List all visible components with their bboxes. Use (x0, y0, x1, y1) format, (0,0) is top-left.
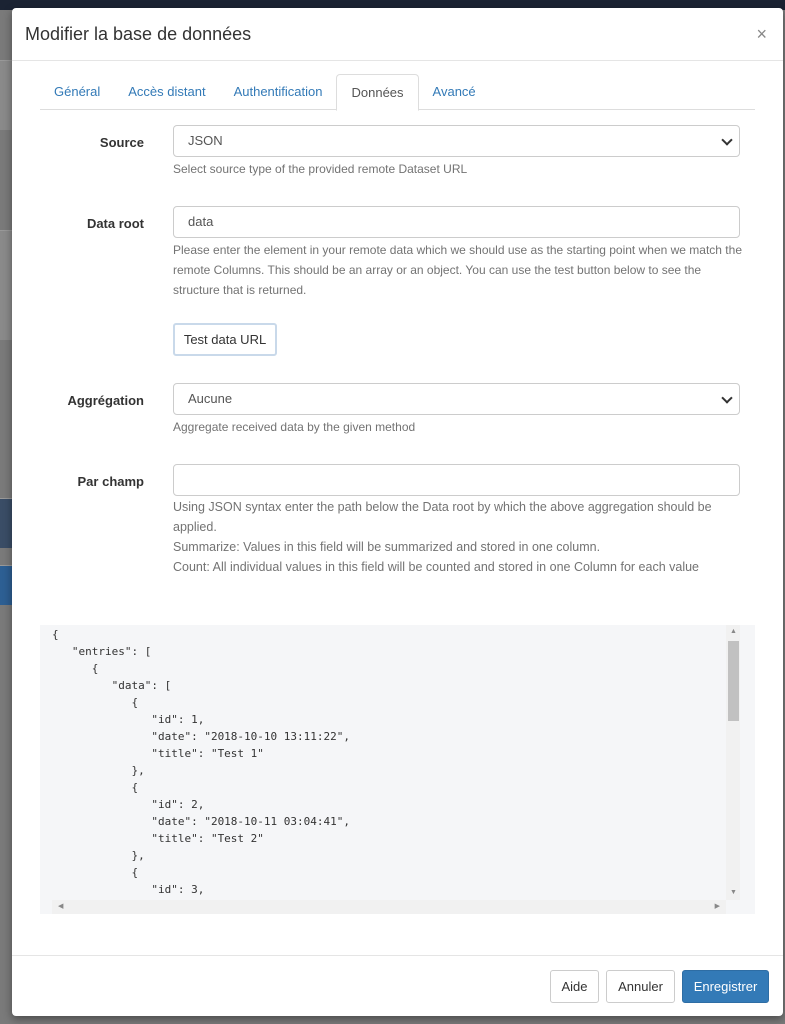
tab-remote-access[interactable]: Accès distant (128, 84, 206, 99)
tab-bar (40, 74, 755, 110)
scrollbar-thumb[interactable] (728, 641, 739, 721)
modal-title: Modifier la base de données (25, 24, 252, 44)
tab-general[interactable]: Général (54, 84, 101, 99)
aggregation-help: Aggregate received data by the given method (173, 420, 416, 434)
field-help-line: Count: All individual values in this field will be counted and stored in one Column for each value (173, 560, 700, 574)
cancel-button[interactable]: Annuler (606, 970, 675, 1003)
json-preview[interactable] (40, 625, 755, 914)
horizontal-scrollbar[interactable] (52, 900, 726, 914)
source-select[interactable]: JSON (173, 125, 740, 157)
backdrop-row (0, 565, 12, 605)
field-label: Par champ (77, 474, 144, 489)
aggregation-label: Aggrégation (67, 393, 144, 408)
data-root-help: Please enter the element in your remote data which we should use as the starting point when we match the remote Columns. This should be an array or an object. You can use the test button below to see the structure that is returned. (173, 243, 742, 297)
close-icon[interactable]: × (756, 24, 767, 44)
save-button[interactable]: Enregistrer (682, 970, 769, 1003)
source-help: Select source type of the provided remote Dataset URL (173, 162, 468, 176)
field-input[interactable] (173, 464, 740, 496)
json-preview-viewport (40, 625, 724, 900)
modal-footer (12, 955, 783, 1016)
data-root-input[interactable]: data (173, 206, 740, 238)
json-preview-text: { "entries": [ { "data": [ { "id": 1, "date": "2018-10-10 13:11:22", "title": "Test 1" }, { "id": 2, "date": "2018-10-11 03:04:41", "title": "Test 2" }, { "id": 3, (52, 628, 351, 896)
modal-header (12, 8, 783, 61)
field-help-line: Summarize: Values in this field will be summarized and stored in one column. (173, 540, 601, 554)
source-label: Source (99, 135, 144, 150)
field-help (173, 497, 748, 577)
scroll-down-icon[interactable]: ▼ (730, 889, 737, 896)
aggregation-select[interactable]: Aucune (173, 383, 740, 415)
scroll-left-icon[interactable]: ◀ (58, 903, 64, 910)
data-root-label: Data root (86, 216, 144, 231)
help-button[interactable]: Aide (550, 970, 599, 1003)
tab-advanced[interactable]: Avancé (432, 84, 476, 99)
scroll-up-icon[interactable]: ▲ (730, 628, 737, 635)
tab-data[interactable]: Données (336, 74, 418, 111)
backdrop-row (0, 230, 12, 340)
test-data-url-button[interactable]: Test data URL (173, 323, 277, 356)
vertical-scrollbar[interactable] (726, 625, 740, 900)
scroll-right-icon[interactable]: ▶ (714, 903, 720, 910)
backdrop-row (0, 60, 12, 130)
edit-database-modal (12, 8, 783, 1016)
backdrop-row (0, 498, 12, 548)
tab-authentication[interactable]: Authentification (233, 84, 323, 99)
field-help-line: Using JSON syntax enter the path below the Data root by which the above aggregation should be applied. (173, 500, 712, 534)
